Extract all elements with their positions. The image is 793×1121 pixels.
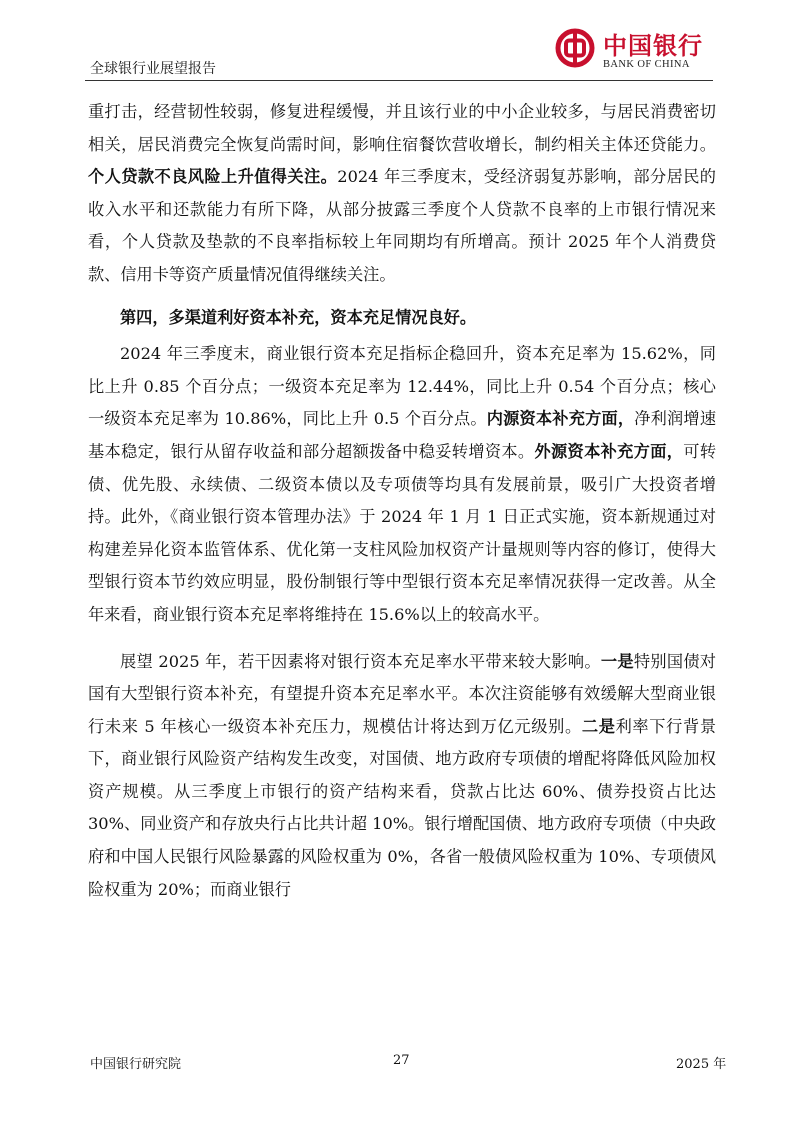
p2-text-e: 可转债、优先股、永续债、二级资本债以及专项债等均具有发展前景，吸引广大投资者增持。此外，《商业银行资本管理办法》于 2024 年 1 月 1 日正式实施，资本新规通过对构建差异化资本监管体系、优化第一支柱风险加权资产计量规则等内容的修订，使得大型银行资本节约效应明显，股份制银行等中型银行资本充足率情况获得一定改善。从全年来看，商业银行资本充足率将维持在 15.6%以上的较高水平。 xyxy=(88,441,717,624)
header-divider xyxy=(85,80,713,81)
p1-text-c: 2024 年三季度末，受经济弱复苏影响，部分居民的收入水平和还款能力有所下降，从部分披露三季度个人贷款不良率的上市银行情况来看，个人贷款及垫款的不良率指标较上年同期均有所增高。预计 2025 年个人消费贷款、信用卡等资产质量情况值得继续关注。 xyxy=(88,167,716,284)
footer-org: 中国银行研究院 xyxy=(90,1057,182,1072)
report-title: 全球银行业展望报告 xyxy=(90,61,216,77)
p3-text-c: 特别国债对国有大型银行资本补充，有望提升资本充足率水平。本次注资能够有效缓解大型商业银行未来 5 年核心一级资本补充压力，规模估计将达到万亿元级别。 xyxy=(88,651,716,736)
p3-text-e: 利率下行背景下，商业银行风险资产结构发生改变，对国债、地方政府专项债的增配将降低风险加权资产规模。从三季度上市银行的资产结构来看，贷款占比达 60%、债券投资占比达 30%、同业资产和存放央行占比共计超 10%。银行增配国债、地方政府专项债（中央政府和中国人民银行风险暴露的风险权重为 0%，各省一般债风险权重为 10%、专项债风险权重为 20%；而商业银行 xyxy=(88,716,717,899)
footer-year: 2025 年 xyxy=(676,1057,727,1072)
p2-text-a: 2024 年三季度末，商业银行资本充足指标企稳回升，资本充足率为 15.62%，同比上升 0.85 个百分点；一级资本充足率为 12.44%，同比上升 0.54 个百分点；核心一级资本充足率为 10.86%，同比上升 0.5 个百分点。 xyxy=(88,344,716,429)
p3-bold-first: 一是 xyxy=(600,651,634,671)
p3-bold-second: 二是 xyxy=(581,716,616,736)
section-heading: 第四，多渠道利好资本补充，资本充足情况良好。 xyxy=(120,307,477,327)
paragraph-2 xyxy=(88,338,716,631)
p1-bold-text: 个人贷款不良风险上升值得关注。 xyxy=(88,167,338,187)
p2-bold-internal: 内源资本补充方面， xyxy=(486,409,635,429)
logo-english-text: BANK OF CHINA xyxy=(603,59,690,70)
paragraph-3 xyxy=(88,646,716,907)
paragraph-1 xyxy=(88,96,716,292)
page-number: 27 xyxy=(393,1053,410,1068)
bank-of-china-logo-icon xyxy=(555,28,595,68)
p2-text-c: 净利润增速基本稳定，银行从留存收益和部分超额拨备中稳妥转增资本。 xyxy=(88,409,717,461)
bank-logo xyxy=(555,26,720,76)
p1-text-a: 重打击，经营韧性较弱，修复进程缓慢，并且该行业的中小企业较多，与居民消费密切相关，居民消费完全恢复尚需时间，影响住宿餐饮营收增长，制约相关主体还贷能力。 xyxy=(88,102,716,154)
p2-bold-external: 外源资本补充方面， xyxy=(534,441,684,461)
logo-chinese-text: 中国银行 xyxy=(603,31,703,60)
page-body xyxy=(88,96,716,906)
p3-text-a: 展望 2025 年，若干因素将对银行资本充足率水平带来较大影响。 xyxy=(120,651,601,671)
